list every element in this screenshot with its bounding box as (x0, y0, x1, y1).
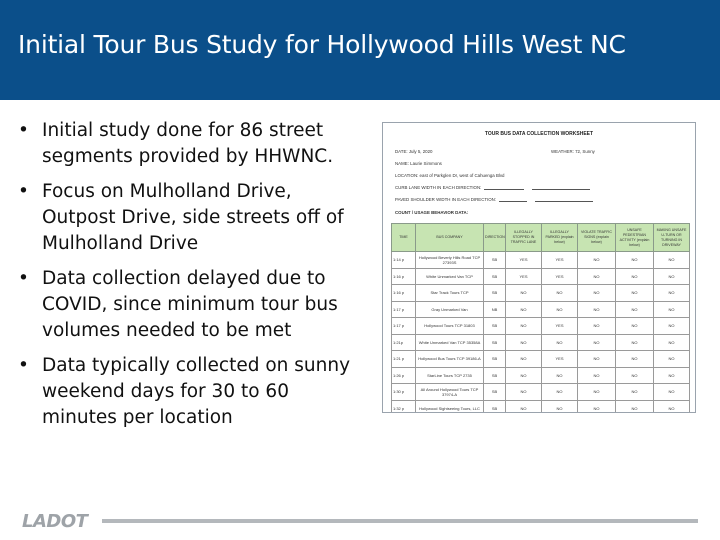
table-cell: YES (542, 351, 578, 368)
table-cell: NO (506, 367, 542, 384)
table-cell: NO (654, 252, 690, 269)
table-row (392, 384, 690, 401)
column-header: VIOLATE TRAFFIC SIGNS (explain below) (578, 224, 616, 252)
table-cell: Hollywood Bus Tours TCP 39186-A (416, 351, 484, 368)
table-row (392, 400, 690, 413)
ladot-logo: LADOT (22, 511, 88, 532)
table-cell: NO (578, 384, 616, 401)
table-cell: 1:30 p (392, 384, 416, 401)
bullet-text: Initial study done for 86 street segments provided by HHWNC. (42, 120, 334, 167)
table-cell: NO (616, 367, 654, 384)
bullet-glyph: • (18, 181, 29, 202)
bullet-item (14, 179, 366, 257)
column-header: UNSAFE PEDESTRIAN ACTIVITY (explain below) (616, 224, 654, 252)
table-cell: NO (578, 351, 616, 368)
worksheet-section-label: COUNT / USAGE BEHAVIOR DATA: (395, 210, 469, 215)
worksheet-image (382, 122, 696, 413)
table-row (392, 301, 690, 318)
table-cell: NO (654, 285, 690, 302)
table-cell: NO (542, 400, 578, 413)
worksheet-curb-lane (395, 185, 590, 190)
table-cell: NO (616, 268, 654, 285)
table-cell: NO (578, 268, 616, 285)
column-header: TIME (392, 224, 416, 252)
table-cell: NO (578, 285, 616, 302)
table-cell: 1:32 p (392, 400, 416, 413)
table-header-row (392, 224, 690, 252)
bullet-text: Focus on Mulholland Drive, Outpost Drive, side streets off of Mulholland Drive (42, 181, 344, 254)
table-cell: 1:21 p (392, 351, 416, 368)
table-cell: NO (654, 318, 690, 335)
table-cell: NO (654, 301, 690, 318)
table-cell: NO (616, 334, 654, 351)
table-cell: NO (542, 301, 578, 318)
table-cell: YES (506, 268, 542, 285)
table-row (392, 367, 690, 384)
table-cell: White Unmarked Van TCP (416, 268, 484, 285)
table-cell: NO (506, 400, 542, 413)
table-cell: 1:16 p (392, 268, 416, 285)
column-header: ILLEGALLY PARKED (explain below) (542, 224, 578, 252)
table-cell: NO (506, 351, 542, 368)
column-header: MAKING UNSAFE U-TURN OR TURNING IN DRIVEWAY (654, 224, 690, 252)
table-cell: NO (616, 351, 654, 368)
table-cell: YES (542, 318, 578, 335)
table-cell: NO (542, 384, 578, 401)
worksheet-table (391, 223, 690, 413)
worksheet-date: DATE: July 5, 2020 (395, 149, 433, 154)
table-cell: NO (654, 351, 690, 368)
bullet-glyph: • (18, 268, 29, 289)
table-cell: NO (506, 318, 542, 335)
table-row (392, 252, 690, 269)
table-cell: NO (616, 384, 654, 401)
blank-line (499, 201, 527, 202)
table-cell: SB (484, 351, 506, 368)
table-cell: All Around Hollywood Tours TCP 37974-A (416, 384, 484, 401)
table-cell: 1:17 p (392, 301, 416, 318)
column-header: DIRECTION (484, 224, 506, 252)
table-cell: NO (654, 268, 690, 285)
table-cell: Hollywood Beverly Hills Road TCP 27393S (416, 252, 484, 269)
table-cell: StarLine Tours TCP 2735 (416, 367, 484, 384)
table-cell: NO (654, 400, 690, 413)
table-cell: SB (484, 285, 506, 302)
bullet-glyph: • (18, 120, 29, 141)
table-cell: NO (616, 301, 654, 318)
bullet-glyph: • (18, 355, 29, 376)
bullet-list (14, 118, 366, 440)
blank-line (535, 201, 593, 202)
table-row (392, 268, 690, 285)
table-cell: NO (506, 285, 542, 302)
table-cell: NO (578, 367, 616, 384)
paved-shoulder-label: PAVED SHOULDER WIDTH IN EACH DIRECTION: (395, 197, 497, 202)
table-cell: NO (616, 285, 654, 302)
bullet-item (14, 118, 366, 170)
table-cell: NO (578, 334, 616, 351)
table-cell: NO (654, 384, 690, 401)
table-cell: NO (616, 252, 654, 269)
table-cell: Gray Unmarked Van (416, 301, 484, 318)
table-cell: SB (484, 252, 506, 269)
bullet-item (14, 353, 366, 431)
table-cell: Hollywood Sightseeing Tours, LLC (416, 400, 484, 413)
table-cell: NO (578, 301, 616, 318)
table-cell: NB (484, 301, 506, 318)
footer-divider (102, 519, 698, 523)
table-cell: NO (506, 384, 542, 401)
table-cell: NO (578, 400, 616, 413)
table-row (392, 285, 690, 302)
table-cell: 1:16 p (392, 285, 416, 302)
table-cell: YES (542, 252, 578, 269)
table-cell: YES (506, 252, 542, 269)
table-cell: NO (578, 318, 616, 335)
slide-title: Initial Tour Bus Study for Hollywood Hills West NC (18, 30, 626, 59)
table-cell: NO (578, 252, 616, 269)
blank-line (532, 189, 590, 190)
table-cell: 1:17 p (392, 318, 416, 335)
column-header: ILLEGALLY STOPPED IN TRAFFIC LANE (506, 224, 542, 252)
table-cell: NO (654, 367, 690, 384)
table-cell: 1:14 p (392, 252, 416, 269)
bullet-item (14, 266, 366, 344)
table-row (392, 334, 690, 351)
table-cell: White Unmarked Van TCP 35358A (416, 334, 484, 351)
table-cell: NO (506, 334, 542, 351)
table-cell: SB (484, 318, 506, 335)
title-bar (0, 0, 720, 100)
table-cell: 1:21p (392, 334, 416, 351)
table-cell: Star Track Tours TCP (416, 285, 484, 302)
worksheet-weather: WEATHER: 72, Sunny (551, 149, 595, 154)
curb-lane-label: CURB LANE WIDTH IN EACH DIRECTION: (395, 185, 482, 190)
worksheet-location: LOCATION: east of Parkglen Dr, west of Cahuenga Blvd (395, 173, 505, 178)
worksheet-name: NAME: Laurie Simmons (395, 161, 442, 166)
worksheet-paved-shoulder (395, 197, 593, 202)
table-cell: NO (616, 318, 654, 335)
worksheet-title: TOUR BUS DATA COLLECTION WORKSHEET (484, 131, 594, 137)
table-cell: NO (506, 301, 542, 318)
bullet-text: Data typically collected on sunny weekend days for 30 to 60 minutes per location (42, 355, 351, 428)
table-cell: SB (484, 367, 506, 384)
table-cell: NO (542, 285, 578, 302)
table-cell: 1:26 p (392, 367, 416, 384)
table-cell: Hollywood Tours TCP 31803 (416, 318, 484, 335)
table-cell: NO (542, 334, 578, 351)
blank-line (484, 189, 524, 190)
table-cell: NO (616, 400, 654, 413)
table-cell: SB (484, 400, 506, 413)
table-row (392, 318, 690, 335)
table-cell: SB (484, 384, 506, 401)
column-header: BUS COMPANY (416, 224, 484, 252)
table-cell: NO (542, 367, 578, 384)
bullet-text: Data collection delayed due to COVID, since minimum tour bus volumes needed to be met (42, 268, 338, 341)
table-cell: YES (542, 268, 578, 285)
table-cell: NO (654, 334, 690, 351)
table-cell: SB (484, 268, 506, 285)
table-cell: SB (484, 334, 506, 351)
table-row (392, 351, 690, 368)
